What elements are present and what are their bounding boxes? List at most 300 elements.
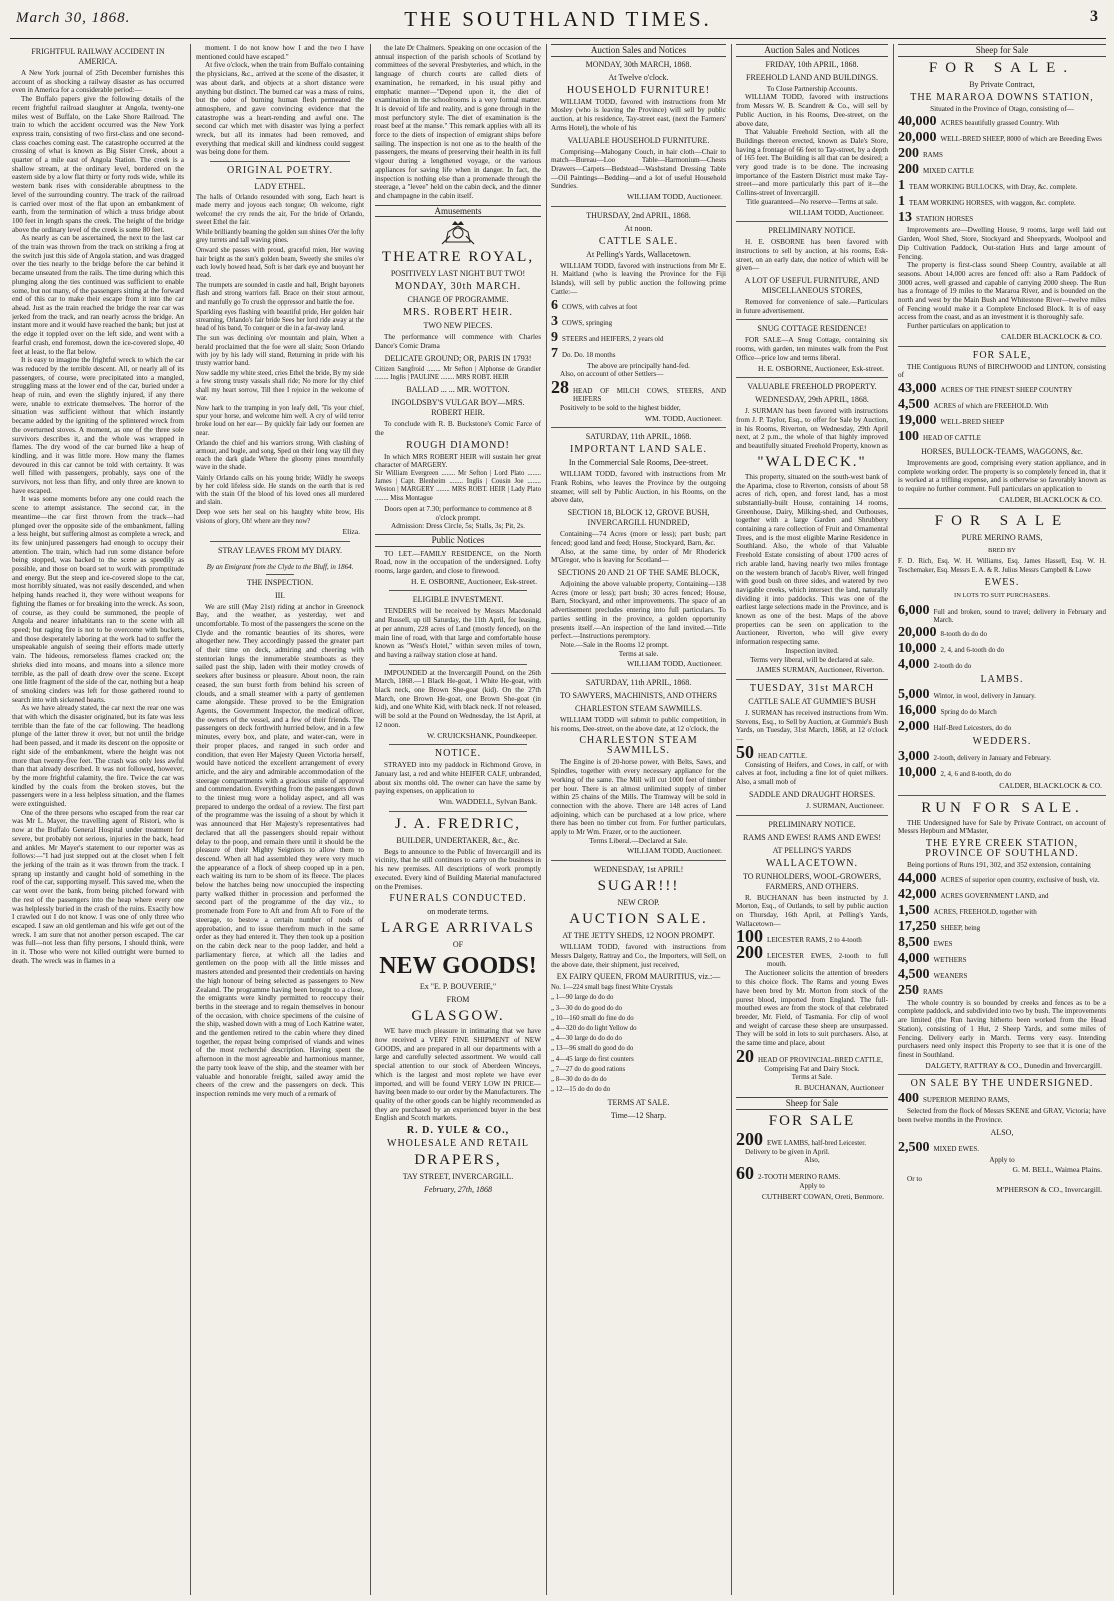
ad-text: WE have much pleasure in intimating that we have now received a VERY FINE SHIPMENT of NEW GOODS, and are prepared in all our departments with a large and carefully selected assortment. We would call special attention to our stock of Aberdeen Winceys, which is the largest and most replete we have ever imported, and will be found VERY LOW IN PRICE—having been made to our order by the Manufacturers. The quality of the other goods can be highly recommended as they are purchased by an experienced buyer in the best English and Scotch markets. [375, 1027, 541, 1123]
article-paragraph: A New York journal of 25th December furnishes this account of as shocking a railway disaster as has occurred even in America for a considerable period:— [12, 69, 184, 95]
ad-heading: LARGE ARRIVALS [381, 920, 535, 937]
lot-description: WELL-BRED SHEEP, 8000 of which are Breeding Ewes [940, 135, 1102, 144]
ad-address: TAY STREET, INVERCARGILL. [402, 1172, 514, 1182]
lot-description: COWS, springing [562, 318, 613, 327]
article-paragraph: As nearly as can be ascertained, the next to the last car of the train was thrown from the track on striking a frog at the switch just this side of Angola station, and was dragged over the ties nearly to the bridge before the car behind it became unseated from the rails. The time during which this plunging along the ties continued was sufficient to enable some, but not many, of the passengers sitting at the forward end of this car to make their escape from it into the car ahead. Just as the train reached the bridge the rear car was jerked from the track, and ran nearly across the bridge. An instant more and it would have reached the bank; but just at the edge it toppled over on the left side, and went with a fearful crash, end foremost, down the ice-covered slope, 40 feet at least, to the flat below. [12, 234, 184, 356]
sale-date: SATURDAY, 11th APRIL, 1868. [585, 678, 692, 688]
auctioneer-signature: WILLIAM TODD, Auctioneer. [626, 192, 722, 202]
lot-item [898, 983, 1106, 998]
lot-count: 100 [736, 926, 763, 947]
sale-title: FREEHOLD LAND AND BUILDINGS. [746, 72, 878, 82]
sugar-item: „ 10—160 small do fine do do [551, 1014, 634, 1022]
article-paragraph: At five o'clock, when the train from Buffalo containing the physicians, &c., arrived at the scene of the disaster, it was about dark, and objects at a short distance were anything but distinct. The burned car was a mass of ruins, but the odor of burning human flesh permeated the atmosphere, and gave convincing evidence that the catastrophe was a heart-rending and awful one. The second car which met with disaster was lying a perfect wreck, but all its inmates had been removed, and everything that medical skill and kindness could suggest was being done for them. [196, 61, 364, 157]
lot-count: 10,000 [898, 764, 937, 780]
lot-item [736, 1045, 888, 1066]
sale-subtitle: HORSES, BULLOCK-TEAMS, WAGGONS, &c. [921, 446, 1083, 456]
auctioneer-signature: WM. TODD, Auctioneer. [644, 413, 722, 423]
sugar-item: „ 4—320 do do light Yellow do [551, 1025, 637, 1033]
divider [898, 795, 1106, 796]
sale-subtitle: SECTIONS 20 AND 21 OF THE SAME BLOCK, [557, 567, 720, 577]
property-name: "WALDECK." [757, 453, 867, 470]
lot-item [898, 687, 1106, 702]
lot-item [898, 641, 1106, 656]
ad-headline: NEW GOODS! [379, 953, 537, 980]
sale-title: PRELIMINARY NOTICE. [768, 226, 856, 236]
sale-text: Or to [907, 1175, 922, 1184]
divider [736, 221, 888, 222]
theatre-text: Admission: Dress Circle, 5s; Stalls, 3s; Pit, 2s. [391, 522, 525, 531]
column-5 [736, 44, 888, 1595]
lot-item [898, 1091, 1106, 1106]
lot-item [551, 330, 726, 345]
divider [898, 508, 1106, 509]
lot-description: TEAM WORKING BULLOCKS, with Dray, &c. complete. [909, 183, 1078, 192]
section-header: Auction Sales and Notices [736, 44, 888, 57]
lot-item [898, 413, 1106, 428]
theatre-text: In which MRS ROBERT HEIR will sustain her great character of MARGERY. [375, 452, 541, 470]
lot-count: 6,000 [898, 602, 930, 618]
sale-title: FOR SALE [768, 1112, 856, 1129]
sale-text: The whole country is so bounded by creeks and fences as to be a complete paddock, and subdivided into two by bush. The improvements are limited (the Run having hitherto been worked from the Head Station), consisting of 1 Hut, 2 Sheep Yards, and some miles of Fencing. Delivery early in March. Terms very easy. Intending purchasers need only inspect this Property to see that it is one of the finest in Southland. [898, 998, 1106, 1059]
theatre-notice: POSITIVELY LAST NIGHT BUT TWO! [390, 269, 526, 279]
lot-description: WELL-BRED SHEEP [940, 417, 1005, 426]
sale-subtitle: A LOT OF USEFUL FURNITURE, AND MISCELLANEOUS STORES, [744, 276, 880, 296]
article-paragraph: moment. I do not know how I and the two I have mentioned could have escaped." [196, 44, 364, 61]
notice-signature: Wm. WADDELL, Sylvan Bank. [438, 797, 537, 807]
sale-date: TUESDAY, 31st MARCH [749, 682, 875, 694]
sale-text: Apply to [799, 1181, 825, 1190]
sale-subtitle: VALUABLE HOUSEHOLD FURNITURE. [567, 135, 710, 145]
lot-count: 2,500 [898, 1139, 930, 1155]
sale-subtitle: CHARLESTON STEAM SAWMILLS. [579, 735, 698, 757]
sale-title: FOR SALE, [972, 349, 1032, 361]
lot-count: 3,000 [898, 748, 930, 764]
lot-count: 1 [898, 194, 905, 210]
lot-item [898, 429, 1106, 444]
lot-count: 200 [898, 146, 919, 162]
theatre-text: Doors open at 7.30; performance to commence at 8 o'clock prompt. [384, 504, 532, 522]
article-paragraph: It is easy to imagine the frightful wreck to which the car was reduced by the terrible descent. All, or nearly all of its passengers, of course, were precipitated into a mangled, struggling mass at the lower end of the car, buried under a heap of ruin, and even the slightly injured, if any there were, unable to extricate themselves. The horror of the situation was sufficient without that which instantly became added by the igniting of the splintered wreck from the overturned stoves. A moment, as one of the three sole survivors describes it, and the whole was wrapped in flames. The dry wood of the car burned like a heap of kindling, and it was little more. How many the flames devoured in this car cannot be told with certainty. It was well filled with passengers, probably, says one of the survivors, not less than fifty, and only three are known to have escaped. [12, 356, 184, 495]
sale-text: Consisting of Heifers, and Cows, in calf, or with calves at foot, including a fine lot of quiet milkers. Also, a small mob of [736, 760, 888, 787]
lot-count: 2,000 [898, 718, 930, 734]
performer-name: MRS. ROBERT HEIR. [402, 307, 514, 319]
sale-subtitle: IN LOTS TO SUIT PURCHASERS. [954, 591, 1050, 599]
section-header: Auction Sales and Notices [551, 44, 726, 57]
lot-description: MIXED CATTLE [923, 167, 974, 176]
cast-list: Sir William Evergreen ........ Mr Sefton | Lord Plato ........ James | Capt. Blenheim ........ Inglis | Cousin Joe ........ Weston | MARGERY ........ MRS ROBT. HEIR | Lady Plato ........ Miss Montague [375, 469, 541, 502]
lot-description: ACRES, FREEHOLD, together with [933, 907, 1037, 916]
section-header: Public Notices [375, 534, 541, 547]
lot-count: 40,000 [898, 114, 937, 130]
notice-text: Begs to announce to the Public of Invercargill and its vicinity, that he still continues to carry on the business in his new premises. All descriptions of work promptly executed. Every kind of Building Material manufactured on the Premises. [375, 847, 541, 891]
sale-title: TO SAWYERS, MACHINISTS, AND OTHERS [559, 691, 717, 701]
lot-description: 2-tooth do do [933, 661, 972, 670]
lot-item [898, 210, 1106, 225]
advertiser-name: R. D. YULE & CO., [406, 1125, 510, 1137]
sale-title: FOR SALE [934, 513, 1070, 530]
section-header: Amusements [375, 205, 541, 218]
lot-item [898, 703, 1106, 718]
notice-title: ELIGIBLE INVESTMENT. [412, 595, 504, 605]
sugar-item: No. 1—224 small bags finest White Crystals [551, 984, 673, 992]
sale-title: CATTLE SALE AT GUMMIE'S BUSH [748, 696, 876, 706]
sale-title: FOR SALE. [928, 59, 1076, 76]
sale-text: Situated in the Province of Otago, consisting of— [930, 104, 1074, 113]
lot-description: EWES [933, 939, 953, 948]
sale-place: In the Commercial Sale Rooms, Dee-street. [568, 458, 709, 468]
divider [898, 1074, 1106, 1075]
lot-count: 6 [551, 297, 558, 313]
seller-signature: CUTHBERT COWAN, Oreti, Benmore. [761, 1191, 884, 1201]
ad-heading: OF [452, 940, 464, 950]
section-heading: ORIGINAL POETRY. [226, 165, 333, 177]
sale-text: Also, on account of other Settlers— [560, 370, 664, 379]
sugar-item: „ 4—30 large do do do do [551, 1035, 622, 1043]
divider [898, 346, 1106, 347]
divider [736, 815, 888, 816]
lot-description: HEAD OF PROVINCIAL-BRED CATTLE, [758, 1055, 883, 1064]
divider [551, 860, 726, 861]
sale-text: Comprising Fat and Dairy Stock. [764, 1064, 860, 1073]
divider [256, 558, 304, 559]
station-name: THE EYRE CREEK STATION, PROVINCE OF SOUTHLAND. [925, 837, 1079, 859]
lot-item [551, 376, 726, 403]
lot-count: 9 [551, 329, 558, 345]
auctioneer-signature: J. SURMAN, Auctioneer. [806, 800, 884, 810]
notice-text: TO LET.—FAMILY RESIDENCE, on the North Road, now in the occupation of the undersigned. Lofty rooms, large garden, and close to firewood. [375, 549, 541, 576]
lot-item [898, 1140, 1106, 1155]
lot-count: 7 [551, 345, 558, 361]
sale-text: The Auctioneer solicits the attention of breeders to this choice flock. The Rams and young Ewes have been bred by Mr. Morton from stock of the purest blood, imported from England. The full-mouthed ewes are from the stock of that celebrated breeder, Mr. Field, of Tasmania. For clip of wool and weight of carcase these sheep are unsurpassed. They will be sold in lots to suit purchasers. Also, at the same time and place, about [736, 969, 888, 1048]
sale-date: MONDAY, 30th MARCH, 1868. [585, 59, 692, 69]
article-paragraph: the late Dr Chalmers. Speaking on one occasion of the annual inspection of the parish schools of Scotland by committees of the several Presbyteries, and which, in the language of church courts are called diets of examination, he remarked, in his usual pithy and emphatic manner—"Depend upon it, the diet of examination in the schoolrooms is a very formal matter. It is devoid of life and reality, and is gone through in the most perfunctory style. The diet of examination is the roast beef at the manse." This remark applies with all its force to the diets of inspection of emigrant ships before sailing. The inspection is not one as to the health of the passengers, the means of preserving their health in its full vigour during a lengthened voyage, or the various appliances for saving life when in danger. In fact, the inspection is nothing else than a promenade through the steerage, a "levee" held on the cabin deck, and the dinner and champagne in the cabin itself. [375, 44, 541, 200]
sale-text: The Engine is of 20-horse power, with Belts, Saws, and Spindles, together with every necessary appliance for the working of the same. The Mill will cut 1000 feet of timber per hour. There is an almost unlimited supply of timber within 25 chains of the Mills. The Tramway will be sold in connection with the above. There are 148 acres of Land adjoining, which can be purchased at a low price, where there has been no timber cut from. For further particulars, apply to Mr Wm. Frazer, or to the auctioneer. [551, 758, 726, 837]
article-paragraph: The Buffalo papers give the following details of the recent frightful railroad slaughter at Angola, twenty-one miles west of Buffalo, on the Lake Shore Railroad. The train to which the accident occurred was the New York express train, consisting of two first-class and one second-class coaches coming east. The catastrophe occurred at the crossing of what is known as Big Sister Creek, about a quarter of a mile east of Angola Station. The creek is a shallow stream, at the ordinary level, bordered on the eastern side by a low flat thirty or forty rods wide, while its western bank rises with considerable abruptness to the level of the surrounding country. The track of the railroad is carried over most of the flat upon an embankment of earth, from the termination of which a truss bridge about 100 feet in length spans the creek. The height of the bridge above the ordinary level of the creek is some 80 feet. [12, 95, 184, 234]
sale-text: Terms at Sale. [791, 1073, 833, 1082]
lot-count: 43,000 [898, 380, 937, 396]
lot-description: Do. Do. 18 months [562, 350, 616, 359]
lot-description: RAMS [923, 151, 943, 160]
lot-item [898, 887, 1106, 902]
sale-date: SATURDAY, 11th APRIL, 1868. [585, 432, 692, 442]
sale-title: SNUG COTTAGE RESIDENCE! [757, 324, 867, 334]
lot-description: 2, 4, and 6-tooth do do [940, 645, 1005, 654]
sale-text: Delivery to be given in April. [745, 1147, 830, 1156]
section-header: Sheep for Sale [898, 44, 1106, 57]
auctioneer-signature: WILLIAM TODD, Auctioneer. [788, 207, 884, 217]
notice-text: STRAYED into my paddock in Richmond Grove, in January last, a red and white HEIFER CALF, unbranded, about six months old. The owner can have the same by paying expenses, on application to [375, 761, 541, 796]
sale-text: J. SURMAN has been favored with instructions from J. P. Taylor, Esq., to offer for Sale by Auction, in his Rooms, Riverton, on Wednesday, 29th April next, at 2 p.m., the whole of that highly improved and beautifully situated Freehold Property, known as [736, 407, 888, 451]
column-rule [190, 44, 191, 1595]
notice-title: FUNERALS CONDUCTED. [389, 893, 527, 905]
sale-text: Also, [804, 1156, 820, 1165]
lot-count: 4,000 [898, 950, 930, 966]
sale-text: Inspection invited. [785, 646, 839, 655]
poem-stanza: Onward she passes with proud, graceful mien, Her waving hair bright as the sun's golden beam, Sweetly she smiles o'er each lowly bowed head, Soft is her dark eye and buoyant her tread. [196, 247, 364, 279]
lot-description: ACRES of superior open country, exclusive of bush, viz. [940, 875, 1100, 884]
stock-heading: EWES. [984, 576, 1020, 588]
sale-terms: TERMS AT SALE. [607, 1097, 670, 1107]
seller-signature: M'PHERSON & CO., Invercargill. [996, 1184, 1102, 1194]
article-heading: FRIGHTFUL RAILWAY ACCIDENT IN AMERICA. [31, 47, 165, 66]
lot-item [898, 625, 1106, 640]
lot-description: HEAD OF CATTLE [923, 433, 981, 442]
lot-item [551, 314, 726, 329]
issue-date: March 30, 1868. [16, 10, 131, 26]
lot-count: 4,500 [898, 966, 930, 982]
sale-subtitle: EX FAIRY QUEEN, FROM MAURITIUS, viz.:— [556, 972, 721, 982]
ad-heading: WHOLESALE AND RETAIL [387, 1138, 529, 1150]
sugar-item: „ 13—96 small do good do do [551, 1045, 634, 1053]
notice-text: TENDERS will be received by Messrs Macdonald and Russell, up till Saturday, the 11th April, for leasing, at per annum, 228 acres of Land (mostly fenced), on the main line of road, with that large and comfortable house known as "West's Hotel," within seven miles of town, and having a railway station close at hand. [375, 607, 541, 659]
lot-description: LEICESTER RAMS, 2 to 4-tooth [767, 936, 862, 945]
sale-title: IMPORTANT LAND SALE. [569, 444, 708, 456]
lot-item [736, 1128, 888, 1149]
lot-count: 16,000 [898, 702, 937, 718]
sale-subtitle: By Private Contract, [969, 79, 1035, 89]
sale-text: WILLIAM TODD, favored with instructions from Messrs W. B. Scandrett & Co., will sell by Public Auction, in his Rooms, Dee-street, on the above date, [736, 93, 888, 128]
lot-count: 200 [736, 942, 763, 963]
advertiser-name: J. A. FREDRIC, [395, 815, 521, 832]
poem-stanza: Sparkling eyes flashing with beautiful pride, Her golden hair streaming, Orlando's fair bride Sees her lord ride away at the head of his band, To conquer or die in a far-away land. [196, 308, 364, 333]
lot-count: 60 [736, 1162, 754, 1183]
sale-text: H. E. OSBORNE has been favored with instructions to sell by auction, at his rooms, Esk-street, on an early date, due notice of which will be given— [736, 238, 888, 273]
sale-text: WILLIAM TODD, favored with instructions from Mr Mosley (who is leaving the Province) will sell by public auction, at his residence, Tay-street east, (next the Farmers' Arms Hotel), the whole of his [551, 97, 726, 132]
article-paragraph: One of the three persons who escaped from the rear car was Mr L. Mayer, the travelling agent of Ristori, who is now at the Buffalo General Hospital under treatment for severe, but probably not serious, injuries in the back, head and ankles. Mr Mayer's statement to our reporter was as follows:—"I had just stepped out at the closet when I felt the jerking of the train as it was thrown from the track. I sprang up instantly and caught hold of something in the roof of the car, supporting myself. This saved me, when the car went over the bank, from being pitched forward with the rest of the passengers into the heap where every one was helplessly buried in the crash of the ruins. Exactly how I crawled out I do not know. I was one of only three who escaped. I saw an old gentleman and his wife get out of the wreck. I am sure that not another person escaped. The car was full—not less than fifty persons, I should think, were in it. Those who were not killed outright were burned to death. The wreck was in flames in a [12, 808, 184, 965]
agent-signature: CALDER, BLACKLOCK & CO. [999, 494, 1102, 504]
section-header: Sheep for Sale [736, 1097, 888, 1110]
sale-subtitle: PURE MERINO RAMS, [961, 533, 1043, 543]
sale-text: WILLIAM TODD, favored with instructions from Messrs Dalgety, Rattray and Co., the Importers, will Sell, on the above date, their shipment, just received, [551, 943, 726, 969]
lot-item [898, 765, 1106, 780]
lot-description: HEAD CATTLE. [758, 751, 807, 760]
poem-stanza: Vainly Orlando calls on his young bride; Wildly he sweeps by her cold lifeless side. He stands on the earth that is red with the stain Of the blood of his loved ones all murdered and slain. [196, 474, 364, 507]
poem-stanza: Orlando the chief and his warriors strong, With clashing of armour, and bugle, and song, Sped on their long way till they reach the dark glade Where the gloomy pines mournfully wave in the shade. [196, 439, 364, 472]
sale-subtitle: SADDLE AND DRAUGHT HORSES. [748, 789, 876, 799]
lot-description: Spring do do March [940, 707, 997, 716]
masthead [10, 4, 1106, 39]
divider [551, 206, 726, 207]
agent-signature: CALDER BLACKLOCK & CO. [1001, 331, 1102, 341]
column-6 [898, 44, 1106, 1595]
divider [551, 673, 726, 674]
sale-text: Selected from the flock of Messrs SKENE and GRAY, Victoria; have been twelve months in the Province. [898, 1107, 1106, 1125]
lot-description: Wintor, in wool, delivery in January. [933, 691, 1036, 700]
lot-count: 4,000 [898, 656, 930, 672]
lot-count: 20 [736, 1045, 754, 1066]
lot-description: HEAD OF MILCH COWS, STEERS, AND HEIFERS [573, 386, 726, 403]
lot-description: ACRES GOVERNMENT LAND, and [940, 891, 1049, 900]
lot-count: 13 [898, 210, 912, 226]
sale-text: Being portions of Runs 191, 302, and 352 extension, containing [907, 860, 1091, 869]
lot-item [898, 967, 1106, 982]
lot-item [898, 603, 1106, 624]
column-rule [370, 44, 371, 1595]
divider [210, 161, 350, 162]
column-1 [12, 44, 184, 1595]
cast-list: Citizen Sangfroid ........ Mr Sefton | Alphonse de Grandier ........ Inglis | PAULINE ........ MRS ROBT. HEIR [375, 365, 541, 381]
advertiser-trade: BUILDER, UNDERTAKER, &c., &c. [396, 835, 520, 845]
sale-text: Containing—74 Acres (more or less); part bush; part fenced; good land and feed; House, Stockyard, Barn, &c. [551, 530, 726, 547]
sugar-item: „ 7—27 do do good rations [551, 1065, 626, 1073]
sale-time: At noon. [624, 223, 653, 233]
sale-text: Note.—Sale in the Rooms 12 prompt. [560, 640, 669, 649]
poem-signature: Eliza. [342, 526, 360, 536]
poem-stanza: Now hark to the tramping in yon leafy dell, 'Tis your chief, spur your horse, and welcome him well. A cry of wild terror broke loud on her ear— By quickly fair lady our foemen are near. [196, 405, 364, 437]
lot-description: ACRES OF THE FINEST SHEEP COUNTRY [940, 385, 1073, 394]
notice-text: IMPOUNDED at the Invercargill Pound, on the 26th March, 1868.—1 Black He-goat, 1 White He-goat, with black neck, one Brown She-goat (kid). On the 27th March, one Brown He-goat, one Brown She-goat (in kid), and one White Kid, with black neck. If not released, will be sold at the Pound on Wednesday, the 1st April, at 12 noon. [375, 668, 541, 729]
lot-count: 10,000 [898, 640, 937, 656]
lot-count: 400 [898, 1091, 919, 1107]
lot-count: 50 [736, 741, 754, 762]
theatre-text: To conclude with R. B. Buckstone's Comic Farce of the [375, 420, 541, 437]
ad-date: February, 27th, 1868 [424, 1185, 492, 1195]
notice-title: NOTICE. [434, 748, 482, 760]
subheading: THE INSPECTION. [246, 577, 314, 587]
sugar-item: „ 4—45 large do first counters [551, 1055, 634, 1063]
ad-heading: FROM [446, 995, 470, 1005]
lot-item [898, 381, 1106, 396]
article-paragraph: It was some moments before any one could reach the scene to attempt assistance. The second car, in the meantime—the car first thrown from the track—had plunged over the opposite side of the embankment, falling a less height, but suffering almost as complete a wreck, and its few uninjured passengers had enough to occupy their attention. The train, which had run some distance before being stopped, was backed to the scene as speedily as possible, and those on board set to work with promptitude and energy. But the steep and ice-covered slope to the car, most horribly situated, was not easily descended, and when helping hands reached it, they were without weapons for fighting the flames or for breaking into the wreck. As soon, of course, as they could be summoned, the people of Angola and nearer inhabitants ran to the scene with all speed; but raging fire is not to be overcome with buckets, and those desperately laboring at the work had to suffer the unspeakable anguish of seeing their efforts made utterly vain. The hideous, remorseless flames cracked on; the shrieks died into moans, and moans into a silence more terrible, as the pall of death drew over the scene. Except one little fragment of the side of the car, nothing but a heap of smoking cinders was left for those gathered round to search into with sickened hearts. [12, 495, 184, 704]
divider [210, 541, 350, 542]
lot-description: Half-Bred Leicesters, do do [933, 723, 1012, 732]
poem-stanza: The trumpets are sounded in castle and hall, Bright bayonets flash and strong warriors fall. Brace on their stout armour, and manfully go To crush the oppressor and battle the foe. [196, 282, 364, 306]
theatre-notice: INGOLDSBY'S VULGAR BOY—MRS. ROBERT HEIR. [391, 398, 525, 418]
lot-description: LEICESTER EWES, 2-tooth to full mouth. [767, 952, 888, 969]
sale-text: Also, at the same time, by order of Mr Rhoderick M'Gregor, who is leaving for Scotland— [551, 547, 726, 565]
divider [551, 427, 726, 428]
theatre-date: MONDAY, 30th MARCH. [394, 281, 522, 293]
sale-title: PRELIMINARY NOTICE. [768, 819, 856, 829]
lot-description: Full and broken, sound to travel; delivery in February and March. [933, 607, 1106, 624]
lot-description: SUPERIOR MERINO RAMS, [923, 1096, 1010, 1105]
sugar-item: „ 12—15 do do do do [551, 1086, 611, 1094]
lot-count: 20,000 [898, 624, 937, 640]
auctioneer-signature: JAMES SURMAN, Auctioneer, Riverton. [756, 665, 884, 675]
lot-item [898, 162, 1106, 177]
lot-item [898, 657, 1106, 672]
seller-signature: G. M. BELL, Waimea Plains. [1012, 1165, 1102, 1175]
agent-signature: CALDER, BLACKLOCK & CO. [999, 780, 1102, 790]
sale-date: WEDNESDAY, 29th APRIL, 1868. [755, 395, 869, 405]
divider [389, 590, 527, 591]
byline: By an Emigrant from the Clyde to the Bluff, in 1864. [206, 562, 354, 571]
stock-heading: WEDDERS. [972, 735, 1032, 747]
chapter-number: III. [275, 590, 285, 600]
poem-stanza: Now saddle my white steed, cries Ethel the bride, By my side a few strong trusty vassals shall ride; No more for thy chief shall my heart sorrow, Till thee I rejoice in the welcome of war. [196, 370, 364, 402]
theatre-text: The performance will commence with Charles Dance's Comic Drama [375, 333, 541, 351]
sale-place: WALLACETOWN. [765, 857, 859, 869]
auctioneer-signature: WILLIAM TODD, Auctioneer. [626, 659, 722, 669]
divider [389, 664, 527, 665]
lot-description: WETHERS [933, 955, 967, 964]
divider [736, 377, 888, 378]
lot-count: 1 [898, 178, 905, 194]
sale-text: FOR SALE—A Snug Cottage, containing six rooms, with garden, ten minutes walk from the Post Office—price low and terms liberal. [736, 336, 888, 362]
lot-count: 100 [898, 428, 919, 444]
notice-signature: W. CRUICKSHANK, Poundkeeper. [426, 730, 537, 740]
royal-crest-icon [375, 220, 541, 246]
sale-text: R. BUCHANAN has been instructed by J. Morton, Esq., of Outlands, to sell by public auction on Thursday, 16th April, at Pelling's Yards, Wallacetown— [736, 893, 888, 928]
sale-text: Removed for convenience of sale.—Particulars in future advertisement. [736, 298, 888, 315]
sale-text: THE Contiguous RUNS of BIRCHWOOD and LINTON, consisting of [898, 362, 1106, 380]
sale-date: FRIDAY, 10th APRIL, 1868. [765, 59, 859, 69]
ad-heading: GLASGOW. [411, 1008, 505, 1025]
sale-subtitle: ALSO, [990, 1127, 1014, 1137]
sale-date: WEDNESDAY, 1st APRIL! [593, 865, 684, 875]
sale-text: Terms Liberal.—Declared at Sale. [589, 836, 688, 845]
poem-stanza: The halls of Orlando resounded with song, Each heart is made merry and joyous each tongue; Oh welcome, right welcome! the cry rends the air, For the bride of Orlando, sweet Ethel the fair. [196, 194, 364, 226]
sale-text: Improvements are good, comprising every station appliance, and in complete working order. The property is so completely fenced in, that it is worked at a trifling expense, and is otherwise so favorably known as to require no further comment. Full particulars on application to [898, 458, 1106, 494]
lot-description: SHEEP, being [940, 923, 981, 932]
sale-subtitle: NEW CROP. [617, 898, 660, 908]
poem-stanza: Deep woe sets her seal on his haughty white brow, His visions of glory, Oh! where are they now? [196, 509, 364, 525]
sale-subtitle: CHARLESTON STEAM SAWMILLS. [575, 704, 702, 714]
poem-stanza: The sun was declining o'er mountain and plain, When a herald proclaimed that the foe were all slain; Soon Orlando with joy by his lady will stand, Returning in pride with his trusty warrior band. [196, 335, 364, 367]
breeders-list: F. D. Rich, Esq. W. H. Williams, Esq. James Hassell, Esq. W. H. Teschemaker, Esq. Messrs E. A. & R. Julius Messrs Campbell & Lowe [898, 558, 1106, 574]
lot-description: EWE LAMBS, half-bred Leicester. [767, 1138, 866, 1147]
lot-item [736, 741, 888, 762]
sale-subtitle: TO RUNHOLDERS, WOOL-GROWERS, FARMERS, AND OTHERS. [743, 871, 881, 891]
theatre-notice: CHANGE OF PROGRAMME. [407, 295, 509, 305]
divider [256, 178, 304, 179]
sale-date: THURSDAY, 2nd APRIL, 1868. [586, 210, 691, 220]
lot-count: 5,000 [898, 686, 930, 702]
lot-item [898, 903, 1106, 918]
lot-description: 2, 4, 6 and 8-tooth, do do [940, 769, 1012, 778]
auctioneer-signature: R. BUCHANAN, Auctioneer [794, 1083, 884, 1093]
sale-text: WILLIAM TODD, favored with instructions from Mr Frank Robins, who leaves the Province by the outgoing steamer, will sell by Public Auction, in his Rooms, on the above date, [551, 470, 726, 505]
station-name: THE MARAROA DOWNS STATION, [910, 91, 1094, 103]
lot-description: STEERS and HEIFERS, 2 years old [562, 334, 664, 343]
lot-item [898, 871, 1106, 886]
divider [736, 679, 888, 680]
column-2 [196, 44, 364, 1595]
sale-text: Improvements are—Dwelling House, 9 rooms, large well laid out Garden, Wool Shed, Store, Stockyard and Sheepyards, Woolpool and Dip Cultivation Paddock, Out-station Huts and large amount of Fencing. [898, 226, 1106, 261]
sale-text: Further particulars on application to [907, 322, 1011, 331]
lot-item [898, 397, 1106, 412]
lot-item [898, 146, 1106, 161]
play-title: ROUGH DIAMOND! [406, 439, 510, 451]
auctioneer-signature: WILLIAM TODD, Auctioneer. [626, 846, 722, 856]
lot-description: TEAM WORKING HORSES, with waggon, &c. complete. [909, 199, 1076, 208]
lot-item [898, 919, 1106, 934]
lot-description: WEANERS [933, 971, 968, 980]
lot-item [551, 298, 726, 313]
sale-text: Comprising—Mahogany Couch, in hair cloth—Chair to match—Bureau—Loo Table—Harmonium—Chests Drawers—Carpets—Bedstead—Washstand Dressing Table—Oil Paintings—Bedding—and a lot of useful Household Sundries. [551, 147, 726, 191]
lot-description: 8-tooth do do do [940, 629, 987, 638]
theatre-notice: BALLAD ... ... MR. WOTTON. [406, 385, 510, 395]
lot-item [551, 346, 726, 361]
sale-subtitle: RAMS AND EWES! RAMS AND EWES! [742, 832, 881, 842]
article-paragraph: As we have already stated, the car next the rear one was that with which the disaster originated, but its fate was less terrible than the fate of the car following. The headlong plunge of the latter threw it over, but not until the bridge had been passed, and it made its descent on the opposite or right side of the embankment, where the height was not more than twenty-five feet. The crash was only less awful than that already described. It was not followed, however, by the more frightful calamity, the fire. Twice the car was kindled by the coals from the broken stoves, but the passengers were in a less helpless situation, and the flames were extinguished. [12, 704, 184, 809]
lot-count: 42,000 [898, 886, 937, 902]
sale-text: The property is first-class sound Sheep Country, available at all seasons. About 14,000 acres are fenced off: also a Ram Paddock of 3000 acres, well grassed and capable of carrying 2000 sheep. The Run has a frontage of 19 miles to the Mararoa River, and is bounded on the north and west by the Main Bush and Whitestone River—twelve miles of Fencing would make it a Complete Enclosed Block. It is of easy access from the coast, and as an investment it is thoroughly safe. [898, 261, 1106, 322]
lot-count: 200 [898, 162, 919, 178]
ad-heading: DRAPERS, [414, 1152, 502, 1169]
lot-item [898, 178, 1106, 193]
lot-count: 250 [898, 982, 919, 998]
sale-title: HOUSEHOLD FURNITURE! [566, 84, 711, 96]
sale-text: WILLIAM TODD, favored with instructions from Mr E. H. Maitland (who is leaving the Province for the Fiji Islands), will sell by public auction the following prime Cattle:— [551, 261, 726, 296]
agent-signature: DALGETY, RATTRAY & CO., Dunedin and Invercargill. [925, 1060, 1102, 1070]
lot-count: 200 [736, 1128, 763, 1149]
lot-count: 4,500 [898, 396, 930, 412]
ad-ship: Ex "E. P. BOUVERIE," [419, 982, 497, 992]
sugar-item: „ 8—30 do do do do [551, 1076, 607, 1084]
lot-description: ACRES beautifully grassed Country. With [940, 119, 1060, 128]
lot-item [898, 749, 1106, 764]
